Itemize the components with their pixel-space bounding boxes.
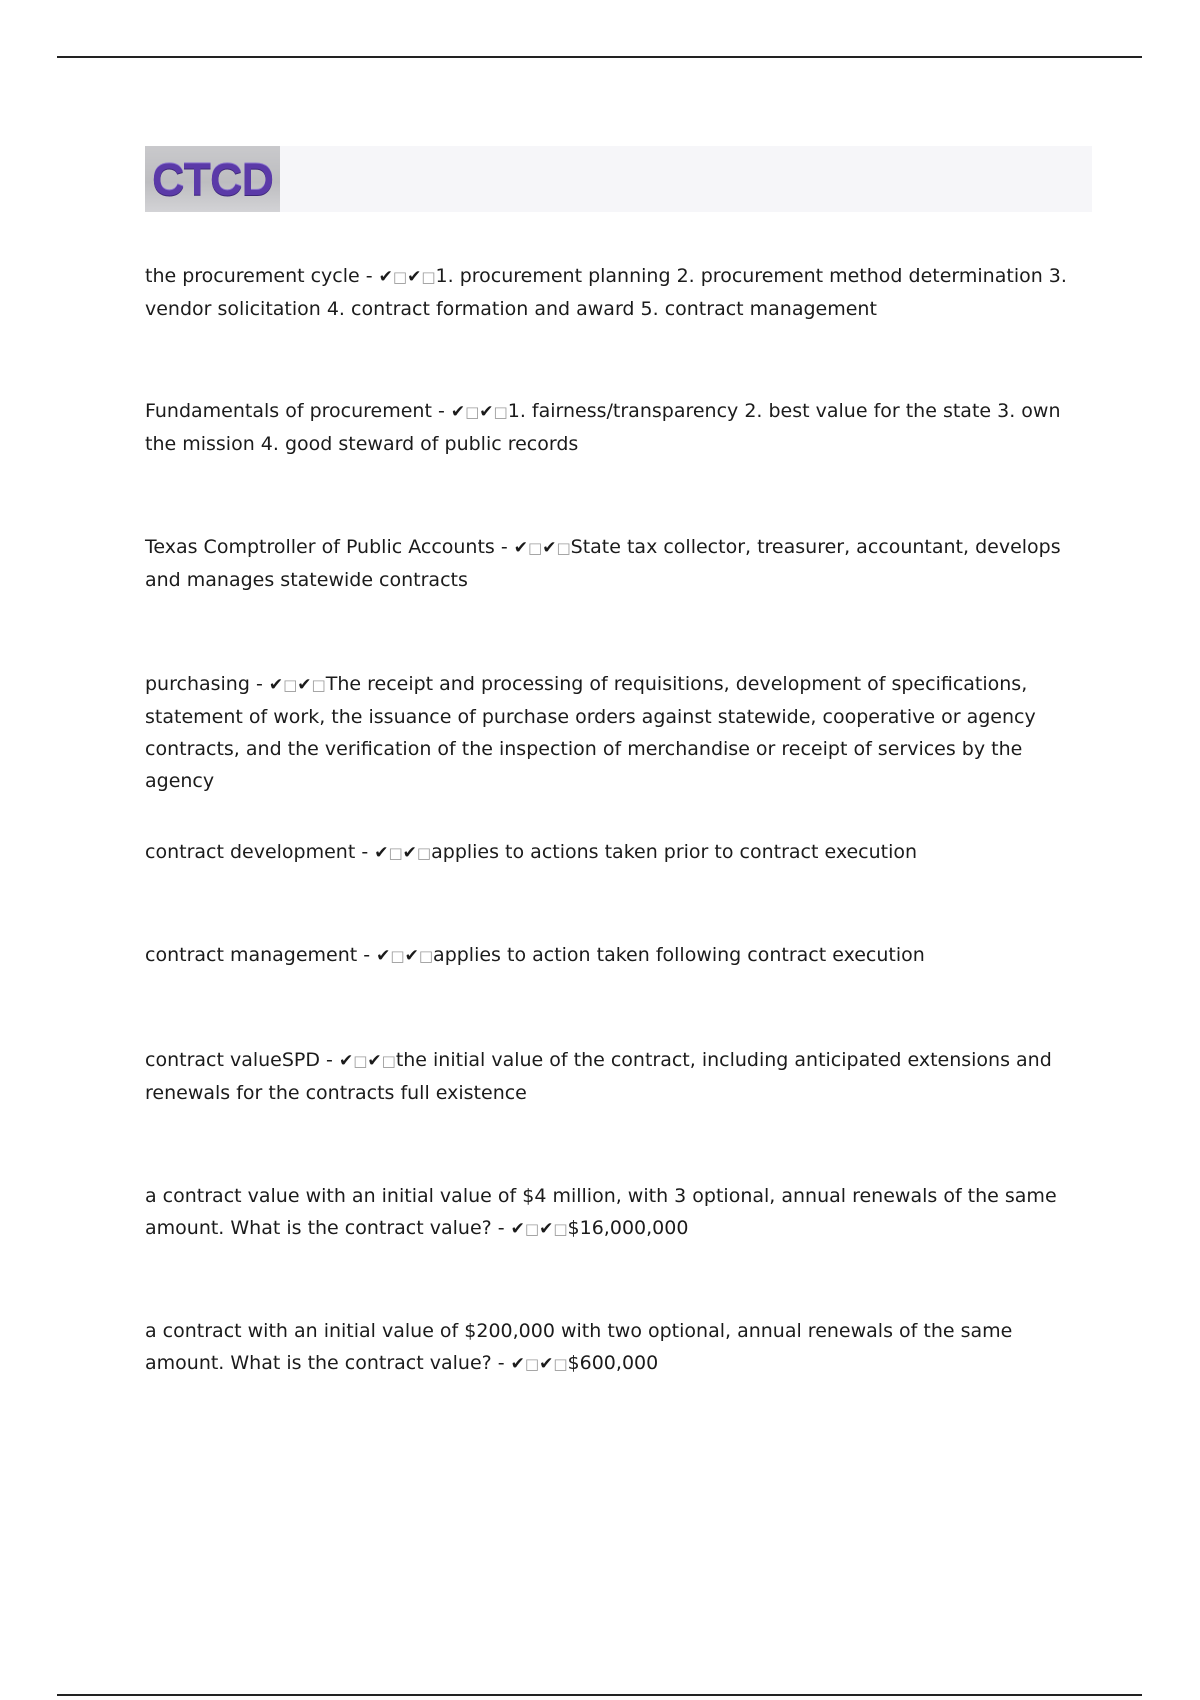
box-icon: □ xyxy=(283,676,298,694)
flashcard-entry: the procurement cycle - ✔□✔□1. procurement planning 2. procurement method determination 3. vendor solicitation 4. contract formation and award 5. contract management xyxy=(145,265,1067,320)
header-band xyxy=(145,146,1092,212)
check-icon: ✔ xyxy=(297,675,312,695)
check-icon: ✔ xyxy=(407,267,422,287)
check-icon: ✔ xyxy=(539,1354,554,1374)
entry-answer: The receipt and processing of requisitions, development of specifications, statement of work, the issuance of purchase orders against statewide, cooperative or agency contracts, and the verification of the inspection of merchandise or receipt of services by the agency xyxy=(145,673,1036,792)
check-icon: ✔ xyxy=(479,402,494,422)
entry-answer: 1. fairness/transparency 2. best value for the state 3. own the mission 4. good steward of public records xyxy=(145,400,1061,455)
box-icon: □ xyxy=(416,844,432,862)
box-icon: □ xyxy=(553,1355,568,1373)
box-icon: □ xyxy=(528,539,543,557)
check-icon: ✔ xyxy=(402,843,417,863)
top-rule xyxy=(57,56,1142,58)
box-icon: □ xyxy=(465,403,480,421)
box-icon: □ xyxy=(418,947,434,965)
entry-term: the procurement cycle xyxy=(145,265,360,287)
check-icon: ✔ xyxy=(539,1219,554,1239)
box-icon: □ xyxy=(381,1052,396,1070)
entry-term: purchasing xyxy=(145,673,250,695)
check-icon: ✔ xyxy=(404,946,419,966)
check-icon: ✔ xyxy=(542,538,557,558)
box-icon: □ xyxy=(392,268,408,286)
box-icon: □ xyxy=(524,1220,540,1238)
entry-term: contract management xyxy=(145,944,358,966)
entry-answer: applies to actions taken prior to contract execution xyxy=(431,841,918,863)
box-icon: □ xyxy=(311,676,326,694)
box-icon: □ xyxy=(421,268,436,286)
entry-answer: $600,000 xyxy=(567,1352,659,1374)
flashcard-entry: contract development - ✔□✔□applies to actions taken prior to contract execution xyxy=(145,841,918,863)
check-icon: ✔ xyxy=(374,843,389,863)
flashcard-entry: a contract with an initial value of $200,000 with two optional, annual renewals of the same amount. What is the contract value? - ✔□✔□$600,000 xyxy=(145,1320,1013,1374)
flashcard-entry: contract management - ✔□✔□applies to action taken following contract execution xyxy=(145,944,925,966)
flashcard-entry: purchasing - ✔□✔□The receipt and processing of requisitions, development of specifications, statement of work, the issuance of purchase orders against statewide, cooperative or agency contracts, and the verification of the inspection of merchandise or receipt of services by the agency xyxy=(145,673,1036,792)
entry-term: contract development xyxy=(145,841,356,863)
entry-answer: State tax collector, treasurer, accountant, develops and manages statewide contracts xyxy=(145,536,1061,591)
check-icon: ✔ xyxy=(268,675,284,695)
check-icon: ✔ xyxy=(450,402,466,422)
box-icon: □ xyxy=(390,947,405,965)
check-icon: ✔ xyxy=(513,538,529,558)
check-icon: ✔ xyxy=(376,946,391,966)
entry-answer: 1. procurement planning 2. procurement method determination 3. vendor solicitation 4. contract formation and award 5. contract management xyxy=(145,265,1067,320)
box-icon: □ xyxy=(553,1220,568,1238)
box-icon: □ xyxy=(556,539,571,557)
entry-answer: $16,000,000 xyxy=(567,1217,689,1239)
flashcard-entry: a contract value with an initial value of $4 million, with 3 optional, annual renewals of the same amount. What is the contract value? - ✔□✔□$16,000,000 xyxy=(145,1185,1057,1239)
check-icon: ✔ xyxy=(510,1354,525,1374)
ctcd-logo xyxy=(145,146,280,212)
check-icon: ✔ xyxy=(510,1219,525,1239)
flashcard-entry: Fundamentals of procurement - ✔□✔□1. fairness/transparency 2. best value for the state 3. own the mission 4. good steward of public records xyxy=(145,400,1061,455)
entry-term: contract valueSPD xyxy=(145,1049,320,1071)
check-icon: ✔ xyxy=(367,1051,382,1071)
entry-term: a contract value with an initial value of $4 million, with 3 optional, annual renewals of the same amount. What is the contract value? xyxy=(145,1185,1057,1239)
check-icon: ✔ xyxy=(378,267,393,287)
flashcard-entry: contract valueSPD - ✔□✔□the initial value of the contract, including anticipated extensions and renewals for the contracts full existence xyxy=(145,1049,1052,1104)
entry-term: Texas Comptroller of Public Accounts xyxy=(145,536,495,558)
box-icon: □ xyxy=(388,844,403,862)
entry-term: a contract with an initial value of $200,000 with two optional, annual renewals of the same amount. What is the contract value? xyxy=(145,1320,1013,1374)
entry-term: Fundamentals of procurement xyxy=(145,400,432,422)
box-icon: □ xyxy=(493,403,508,421)
bottom-rule xyxy=(57,1694,1142,1696)
entry-answer: the initial value of the contract, including anticipated extensions and renewals for the contracts full existence xyxy=(145,1049,1052,1104)
flashcard-entry: Texas Comptroller of Public Accounts - ✔□✔□State tax collector, treasurer, accountant, develops and manages statewide contracts xyxy=(145,536,1061,591)
check-icon: ✔ xyxy=(338,1051,354,1071)
logo-text: CTCD xyxy=(152,153,273,205)
entry-answer: applies to action taken following contract execution xyxy=(433,944,925,966)
box-icon: □ xyxy=(524,1355,540,1373)
box-icon: □ xyxy=(353,1052,368,1070)
